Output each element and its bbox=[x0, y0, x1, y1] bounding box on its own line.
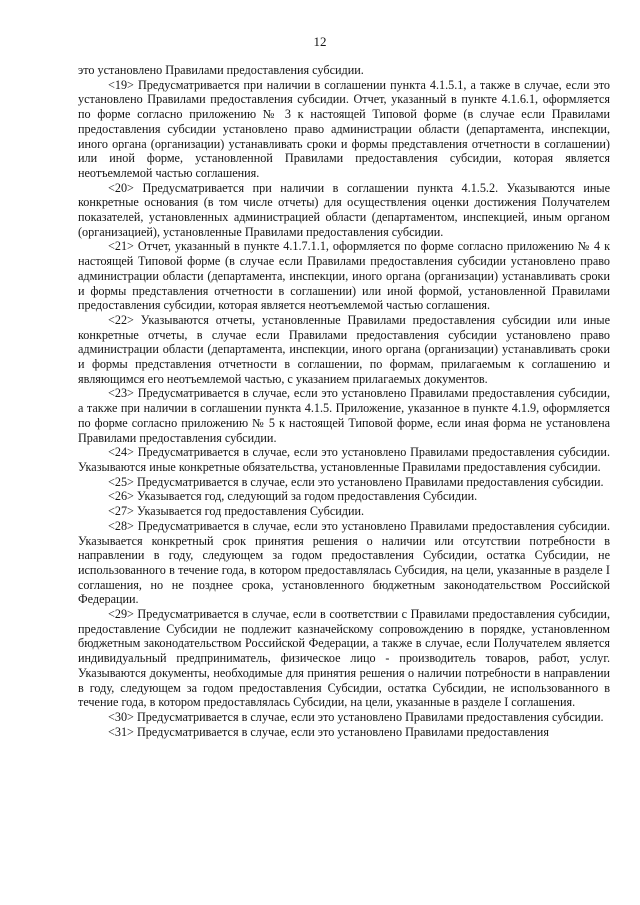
footnote-paragraph: <24> Предусматривается в случае, если это установлено Правилами предоставления субсидии. Указываются иные конкретные обязательства, установленные Правилами предоставления субсидии. bbox=[78, 445, 610, 474]
footnote-paragraph: это установлено Правилами предоставления субсидии. bbox=[78, 63, 364, 77]
footnote-paragraph: <23> Предусматривается в случае, если это установлено Правилами предоставления субсидии, а также при наличии в соглашении пункта 4.1.5. Приложение, указанное в пункте 4.1.9, оформляется по форме согласно приложению № 5 к настоящей Типовой форме, если иная форма не установлена Правилами предоставления субсидии. bbox=[78, 386, 610, 445]
footnote-paragraph: <19> Предусматривается при наличии в соглашении пункта 4.1.5.1, а также в случае, если это установлено Правилами предоставления субсидии. Отчет, указанный в пункте 4.1.6.1, оформляется по форме согласно приложению № 3 к настоящей Типовой форме (в случае если Правилами предоставления субсидии установлено право администрации области (департамента, инспекции, иного органа (организации) устанавливать сроки и формы представления отчетности в соглашении) или иной форме, установленной Правилами предоставления субсидии, которая является неотъемлемой частью соглашения. bbox=[78, 77, 610, 180]
footnote-paragraph: <27> Указывается год предоставления Субсидии. bbox=[108, 504, 365, 519]
page-number: 12 bbox=[313, 34, 327, 49]
footnote-paragraph: <26> Указывается год, следующий за годом предоставления Субсидии. bbox=[108, 489, 478, 504]
footnote-paragraph: <25> Предусматривается в случае, если это установлено Правилами предоставления субсидии. bbox=[108, 474, 604, 489]
footnote-paragraph: <31> Предусматривается в случае, если это установлено Правилами предоставления bbox=[108, 724, 549, 739]
footnote-paragraph: <29> Предусматривается в случае, если в соответствии с Правилами предоставления субсидии, предоставление Субсидии не подлежит казначейскому сопровождению в порядке, установленном бюджетным законодательством Российской Федерации, а также в случае, если Получателем является индивидуальный предприниматель, физическое лицо - производитель товаров, работ, услуг. Указываются документы, необходимые для принятия решения о наличии потребности в направлении в году, следующем за годом предоставления Субсидии, остатка Субсидии, не использованного в течение года, в котором предоставлялась Субсидии, на цели, указанные в разделе I соглашения. bbox=[78, 607, 610, 710]
document-body bbox=[78, 63, 610, 739]
footnote-paragraph: <28> Предусматривается в случае, если это установлено Правилами предоставления субсидии. Указывается конкретный срок принятия решения о наличии или отсутствии потребности в направлении в году, следующем за годом предоставления Субсидии, остатка Субсидии, не использованного в течение года, в котором предоставлялась Субсидия, на цели, указанные в разделе I соглашения, но не позднее срока, установленного бюджетным законодательством Российской Федерации. bbox=[78, 518, 610, 607]
footnote-paragraph: <22> Указываются отчеты, установленные Правилами предоставления субсидии или иные конкретные отчеты, в случае если Правилами предоставления субсидии установлено право администрации области (департамента, инспекции, иного органа (организации) устанавливать сроки и формы представления отчетности в соглашении, по формам, прилагаемым к соглашению и являющимся его неотъемлемой частью, с указанием прилагаемых документов. bbox=[78, 312, 610, 386]
footnote-paragraph: <20> Предусматривается при наличии в соглашении пункта 4.1.5.2. Указываются иные конкретные основания (в том числе отчеты) для осуществления оценки достижения Получателем показателей, установленных администрацией области (департаментом, инспекцией, иным органом (организацией), установленные Правилами предоставления субсидии. bbox=[78, 180, 610, 239]
footnote-paragraph: <21> Отчет, указанный в пункте 4.1.7.1.1, оформляется по форме согласно приложению № 4 к настоящей Типовой форме (в случае если Правилами предоставления субсидии установлено право администрации области (департамента, инспекции, иного органа (организации) устанавливать сроки и формы представления отчетности в соглашении) или иной формой, установленной Правилами предоставления субсидии, которая является неотъемлемой частью соглашения. bbox=[78, 239, 610, 313]
footnote-paragraph: <30> Предусматривается в случае, если это установлено Правилами предоставления субсидии. bbox=[108, 709, 604, 724]
